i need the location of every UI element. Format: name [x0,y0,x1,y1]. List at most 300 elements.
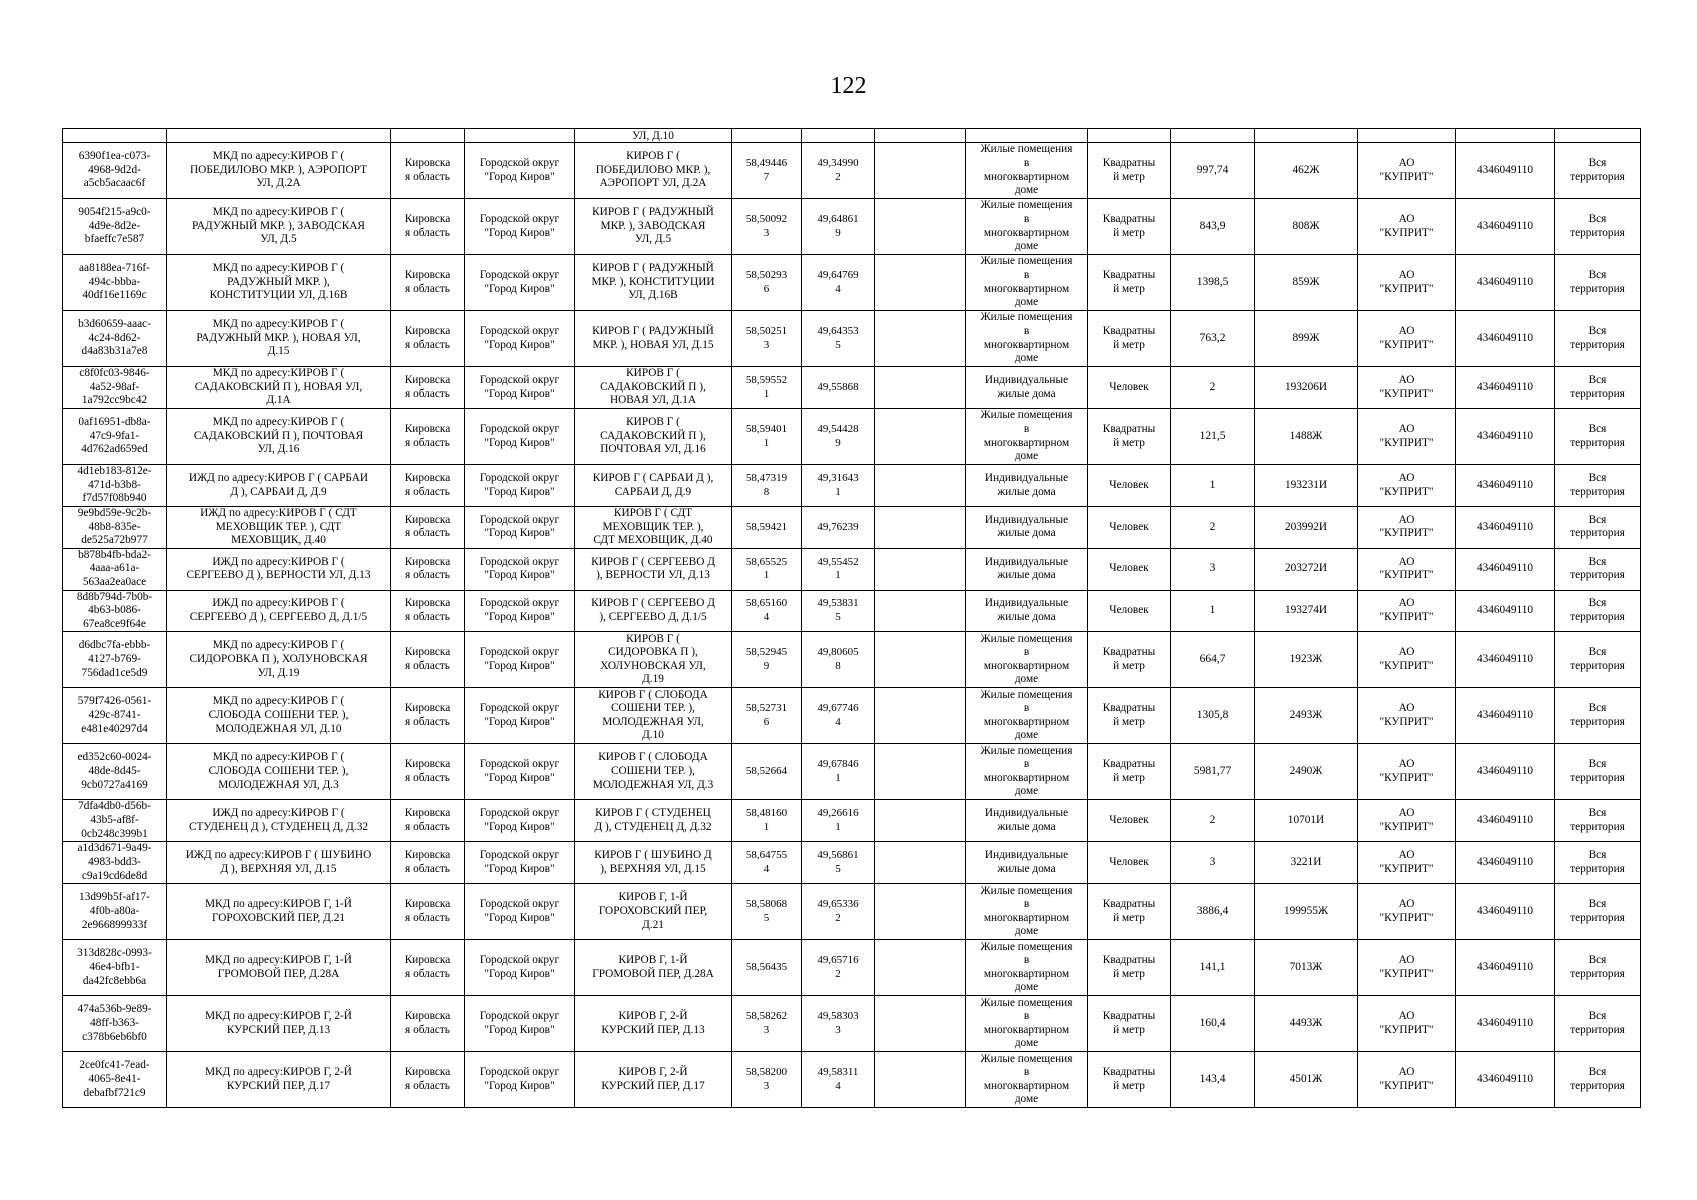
cell-extra [875,688,966,744]
cell-extra [875,1052,966,1108]
cell-latitude: 58,52664 [732,744,802,800]
cell-id: 313d828c-0993- 46e4-bfb1- da42fc8ebb6a [63,940,167,996]
table-row [63,255,1641,311]
cell-longitude: 49,34990 2 [802,143,875,199]
cell-quantity: 997,74 [1171,143,1255,199]
cell-territory: Вся территория [1555,143,1641,199]
cell-object-name: МКД по адресу:КИРОВ Г ( СЛОБОДА СОШЕНИ ТЕР. ), МОЛОДЕЖНАЯ УЛ, Д.3 [167,744,391,800]
cell-longitude: 49,55868 [802,367,875,409]
cell-address: КИРОВ Г ( СТУДЕНЕЦ Д ), СТУДЕНЕЦ Д, Д.32 [575,800,732,842]
cell-operator: АО "КУПРИТ" [1358,744,1456,800]
cell-latitude: 58,65525 1 [732,548,802,590]
cell-operator: АО "КУПРИТ" [1358,409,1456,465]
cell-id: 6390f1ea-c073- 4968-9d2d- a5cb5acaac6f [63,143,167,199]
cell-latitude [732,129,802,143]
cell-extra [875,143,966,199]
cell-latitude: 58,48160 1 [732,800,802,842]
cell-object-type: Жилые помещения в многоквартирном доме [966,255,1088,311]
cell-object-type: Индивидуальные жилые дома [966,590,1088,632]
cell-region: Кировска я область [391,143,465,199]
cell-address: КИРОВ Г ( РАДУЖНЫЙ МКР. ), НОВАЯ УЛ, Д.15 [575,311,732,367]
cell-address: КИРОВ Г ( СЕРГЕЕВО Д ), ВЕРНОСТИ УЛ, Д.13 [575,548,732,590]
cell-quantity: 1 [1171,465,1255,507]
cell-object-name [167,129,391,143]
cell-inn: 4346049110 [1456,940,1555,996]
cell-address: КИРОВ Г ( СЛОБОДА СОШЕНИ ТЕР. ), МОЛОДЕЖНАЯ УЛ, Д.10 [575,688,732,744]
cell-inn: 4346049110 [1456,367,1555,409]
cell-operator: АО "КУПРИТ" [1358,800,1456,842]
table-row [63,590,1641,632]
cell-municipality: Городской округ "Город Киров" [465,199,575,255]
table-row [63,688,1641,744]
cell-municipality: Городской округ "Город Киров" [465,688,575,744]
continuation-row [63,129,1641,143]
cell-municipality: Городской округ "Город Киров" [465,800,575,842]
table-body [63,129,1641,1108]
cell-code: 203992И [1255,507,1358,549]
cell-object-name: МКД по адресу:КИРОВ Г ( ПОБЕДИЛОВО МКР. ), АЭРОПОРТ УЛ, Д.2А [167,143,391,199]
cell-municipality: Городской округ "Город Киров" [465,507,575,549]
cell-unit: Человек [1088,590,1171,632]
cell-object-name: МКД по адресу:КИРОВ Г ( РАДУЖНЫЙ МКР. ), НОВАЯ УЛ, Д.15 [167,311,391,367]
cell-object-type: Жилые помещения в многоквартирном доме [966,409,1088,465]
cell-region: Кировска я область [391,842,465,884]
cell-longitude: 49,56861 5 [802,842,875,884]
cell-address: КИРОВ Г ( СЛОБОДА СОШЕНИ ТЕР. ), МОЛОДЕЖНАЯ УЛ, Д.3 [575,744,732,800]
cell-operator: АО "КУПРИТ" [1358,1052,1456,1108]
cell-extra [875,465,966,507]
cell-region: Кировска я область [391,688,465,744]
cell-id: 0af16951-db8a- 47c9-9fa1- 4d762ad659ed [63,409,167,465]
cell-address: КИРОВ Г ( СЕРГЕЕВО Д ), СЕРГЕЕВО Д, Д.1/5 [575,590,732,632]
cell-territory: Вся территория [1555,311,1641,367]
cell-id: c8f0fc03-9846- 4a52-98af- 1a792cc9bc42 [63,367,167,409]
cell-object-name: МКД по адресу:КИРОВ Г, 1-Й ГРОМОВОЙ ПЕР, Д.28А [167,940,391,996]
cell-code [1255,129,1358,143]
cell-region: Кировска я область [391,367,465,409]
cell-latitude: 58,50251 3 [732,311,802,367]
cell-quantity: 3886,4 [1171,884,1255,940]
cell-latitude: 58,64755 4 [732,842,802,884]
cell-municipality: Городской округ "Город Киров" [465,255,575,311]
cell-object-type: Индивидуальные жилые дома [966,367,1088,409]
cell-object-type: Индивидуальные жилые дома [966,800,1088,842]
table-row [63,842,1641,884]
cell-longitude: 49,31643 1 [802,465,875,507]
cell-operator: АО "КУПРИТ" [1358,940,1456,996]
cell-address: КИРОВ Г ( РАДУЖНЫЙ МКР. ), ЗАВОДСКАЯ УЛ, Д.5 [575,199,732,255]
cell-longitude: 49,65336 2 [802,884,875,940]
cell-operator: АО "КУПРИТ" [1358,996,1456,1052]
cell-id: 2ce0fc41-7ead- 4065-8e41- debafbf721c9 [63,1052,167,1108]
cell-municipality: Городской округ "Город Киров" [465,940,575,996]
cell-territory: Вся территория [1555,367,1641,409]
cell-object-name: МКД по адресу:КИРОВ Г, 2-Й КУРСКИЙ ПЕР, Д.13 [167,996,391,1052]
cell-longitude: 49,58311 4 [802,1052,875,1108]
cell-municipality: Городской округ "Город Киров" [465,548,575,590]
cell-address: КИРОВ Г ( САДАКОВСКИЙ П ), НОВАЯ УЛ, Д.1А [575,367,732,409]
cell-region: Кировска я область [391,199,465,255]
cell-extra [875,129,966,143]
cell-territory: Вся территория [1555,884,1641,940]
cell-territory: Вся территория [1555,940,1641,996]
cell-operator: АО "КУПРИТ" [1358,688,1456,744]
cell-id: ed352c60-0024- 48de-8d45- 9cb0727a4169 [63,744,167,800]
page-number: 122 [830,73,867,99]
cell-region: Кировска я область [391,884,465,940]
cell-object-type: Жилые помещения в многоквартирном доме [966,688,1088,744]
cell-object-name: МКД по адресу:КИРОВ Г ( РАДУЖНЫЙ МКР. ), ЗАВОДСКАЯ УЛ, Д.5 [167,199,391,255]
cell-object-type [966,129,1088,143]
cell-latitude: 58,59552 1 [732,367,802,409]
cell-territory: Вся территория [1555,842,1641,884]
cell-address: УЛ, Д.10 [575,129,732,143]
cell-longitude [802,129,875,143]
cell-address: КИРОВ Г, 1-Й ГРОМОВОЙ ПЕР, Д.28А [575,940,732,996]
cell-longitude: 49,64769 4 [802,255,875,311]
cell-quantity: 141,1 [1171,940,1255,996]
cell-latitude: 58,59421 [732,507,802,549]
cell-object-type: Жилые помещения в многоквартирном доме [966,744,1088,800]
cell-region: Кировска я область [391,744,465,800]
cell-extra [875,255,966,311]
cell-longitude: 49,58303 3 [802,996,875,1052]
cell-extra [875,632,966,688]
cell-unit: Квадратны й метр [1088,409,1171,465]
cell-object-type: Жилые помещения в многоквартирном доме [966,143,1088,199]
cell-unit: Квадратны й метр [1088,1052,1171,1108]
cell-region: Кировска я область [391,590,465,632]
cell-id: 474a536b-9e89- 48ff-b363- c378b6eb6bf0 [63,996,167,1052]
table-row [63,1052,1641,1108]
cell-unit: Человек [1088,800,1171,842]
cell-latitude: 58,52945 9 [732,632,802,688]
cell-quantity: 843,9 [1171,199,1255,255]
cell-unit: Квадратны й метр [1088,143,1171,199]
cell-municipality: Городской округ "Город Киров" [465,1052,575,1108]
cell-municipality: Городской округ "Город Киров" [465,996,575,1052]
table-row [63,409,1641,465]
cell-inn: 4346049110 [1456,311,1555,367]
cell-quantity: 3 [1171,548,1255,590]
cell-latitude: 58,47319 8 [732,465,802,507]
cell-object-type: Индивидуальные жилые дома [966,548,1088,590]
cell-inn: 4346049110 [1456,548,1555,590]
cell-extra [875,884,966,940]
cell-id: 9054f215-a9c0- 4d9e-8d2e- bfaeffc7e587 [63,199,167,255]
cell-id: 579f7426-0561- 429c-8741- e481e40297d4 [63,688,167,744]
table-row [63,199,1641,255]
cell-inn: 4346049110 [1456,744,1555,800]
cell-id: a1d3d671-9a49- 4983-bdd3- c9a19cd6de8d [63,842,167,884]
cell-object-name: ИЖД по адресу:КИРОВ Г ( СЕРГЕЕВО Д ), СЕРГЕЕВО Д, Д.1/5 [167,590,391,632]
cell-object-type: Жилые помещения в многоквартирном доме [966,884,1088,940]
cell-longitude: 49,76239 [802,507,875,549]
cell-quantity: 121,5 [1171,409,1255,465]
cell-latitude: 58,50293 6 [732,255,802,311]
cell-longitude: 49,67746 4 [802,688,875,744]
cell-object-type: Жилые помещения в многоквартирном доме [966,199,1088,255]
cell-unit: Квадратны й метр [1088,940,1171,996]
cell-inn: 4346049110 [1456,590,1555,632]
cell-latitude: 58,65160 4 [732,590,802,632]
cell-region: Кировска я область [391,465,465,507]
cell-territory: Вся территория [1555,255,1641,311]
cell-extra [875,744,966,800]
cell-operator: АО "КУПРИТ" [1358,199,1456,255]
cell-extra [875,311,966,367]
cell-quantity: 143,4 [1171,1052,1255,1108]
cell-unit: Квадратны й метр [1088,996,1171,1052]
cell-extra [875,507,966,549]
cell-code: 859Ж [1255,255,1358,311]
cell-municipality: Городской округ "Город Киров" [465,311,575,367]
cell-unit: Квадратны й метр [1088,199,1171,255]
cell-inn [1456,129,1555,143]
cell-inn: 4346049110 [1456,255,1555,311]
cell-unit: Человек [1088,367,1171,409]
cell-region: Кировска я область [391,409,465,465]
cell-object-type: Индивидуальные жилые дома [966,842,1088,884]
cell-quantity: 1398,5 [1171,255,1255,311]
cell-territory: Вся территория [1555,548,1641,590]
cell-address: КИРОВ Г, 2-Й КУРСКИЙ ПЕР, Д.17 [575,1052,732,1108]
cell-longitude: 49,26616 1 [802,800,875,842]
cell-longitude: 49,64861 9 [802,199,875,255]
cell-longitude: 49,55452 1 [802,548,875,590]
cell-object-type: Индивидуальные жилые дома [966,507,1088,549]
cell-longitude: 49,64353 5 [802,311,875,367]
cell-object-name: МКД по адресу:КИРОВ Г ( СЛОБОДА СОШЕНИ ТЕР. ), МОЛОДЕЖНАЯ УЛ, Д.10 [167,688,391,744]
cell-address: КИРОВ Г ( ШУБИНО Д ), ВЕРХНЯЯ УЛ, Д.15 [575,842,732,884]
cell-region: Кировска я область [391,255,465,311]
cell-code: 199955Ж [1255,884,1358,940]
cell-code: 193231И [1255,465,1358,507]
cell-object-name: ИЖД по адресу:КИРОВ Г ( ШУБИНО Д ), ВЕРХНЯЯ УЛ, Д.15 [167,842,391,884]
cell-latitude: 58,59401 1 [732,409,802,465]
cell-unit: Квадратны й метр [1088,688,1171,744]
cell-territory: Вся территория [1555,409,1641,465]
cell-object-type: Жилые помещения в многоквартирном доме [966,940,1088,996]
cell-unit: Человек [1088,465,1171,507]
cell-region: Кировска я область [391,1052,465,1108]
cell-unit [1088,129,1171,143]
cell-region: Кировска я область [391,311,465,367]
cell-operator: АО "КУПРИТ" [1358,507,1456,549]
cell-object-name: МКД по адресу:КИРОВ Г, 2-Й КУРСКИЙ ПЕР, Д.17 [167,1052,391,1108]
cell-operator: АО "КУПРИТ" [1358,884,1456,940]
cell-object-name: ИЖД по адресу:КИРОВ Г ( СТУДЕНЕЦ Д ), СТУДЕНЕЦ Д, Д.32 [167,800,391,842]
cell-extra [875,548,966,590]
cell-municipality: Городской округ "Город Киров" [465,884,575,940]
cell-longitude: 49,80605 8 [802,632,875,688]
cell-object-type: Жилые помещения в многоквартирном доме [966,1052,1088,1108]
cell-region: Кировска я область [391,632,465,688]
cell-latitude: 58,56435 [732,940,802,996]
cell-inn: 4346049110 [1456,996,1555,1052]
cell-object-name: МКД по адресу:КИРОВ Г ( РАДУЖНЫЙ МКР. ), КОНСТИТУЦИИ УЛ, Д.16В [167,255,391,311]
table-row [63,311,1641,367]
cell-code: 193206И [1255,367,1358,409]
cell-code: 3221И [1255,842,1358,884]
cell-municipality: Городской округ "Город Киров" [465,632,575,688]
cell-id: 4d1eb183-812e- 471d-b3b8- f7d57f08b940 [63,465,167,507]
table-row [63,548,1641,590]
cell-object-name: ИЖД по адресу:КИРОВ Г ( САРБАИ Д ), САРБАИ Д, Д.9 [167,465,391,507]
cell-address: КИРОВ Г, 2-Й КУРСКИЙ ПЕР, Д.13 [575,996,732,1052]
cell-object-name: МКД по адресу:КИРОВ Г ( СИДОРОВКА П ), ХОЛУНОВСКАЯ УЛ, Д.19 [167,632,391,688]
cell-region: Кировска я область [391,800,465,842]
cell-quantity: 3 [1171,842,1255,884]
cell-extra [875,996,966,1052]
cell-operator: АО "КУПРИТ" [1358,465,1456,507]
cell-address: КИРОВ Г ( СДТ МЕХОВЩИК ТЕР. ), СДТ МЕХОВЩИК, Д.40 [575,507,732,549]
cell-region: Кировска я область [391,507,465,549]
cell-latitude: 58,52731 6 [732,688,802,744]
cell-quantity [1171,129,1255,143]
cell-unit: Человек [1088,548,1171,590]
cell-operator: АО "КУПРИТ" [1358,143,1456,199]
table-row [63,507,1641,549]
cell-unit: Квадратны й метр [1088,311,1171,367]
cell-extra [875,367,966,409]
cell-id: b878b4fb-bda2- 4aaa-a61a- 563aa2ea0ace [63,548,167,590]
cell-latitude: 58,58200 3 [732,1052,802,1108]
cell-quantity: 2 [1171,367,1255,409]
cell-id: 8d8b794d-7b0b- 4b63-b086- 67ea8ce9f64e [63,590,167,632]
cell-operator: АО "КУПРИТ" [1358,367,1456,409]
cell-id: b3d60659-aaac- 4c24-8d62- d4a83b31a7e8 [63,311,167,367]
cell-region: Кировска я область [391,996,465,1052]
cell-id: aa8188ea-716f- 494c-bbba- 40df16e1169c [63,255,167,311]
cell-code: 10701И [1255,800,1358,842]
cell-operator: АО "КУПРИТ" [1358,255,1456,311]
table-row [63,465,1641,507]
cell-inn: 4346049110 [1456,884,1555,940]
cell-extra [875,842,966,884]
cell-object-name: МКД по адресу:КИРОВ Г, 1-Й ГОРОХОВСКИЙ ПЕР, Д.21 [167,884,391,940]
cell-code: 462Ж [1255,143,1358,199]
cell-inn: 4346049110 [1456,409,1555,465]
cell-code: 193274И [1255,590,1358,632]
cell-inn: 4346049110 [1456,632,1555,688]
cell-municipality: Городской округ "Город Киров" [465,465,575,507]
cell-id [63,129,167,143]
cell-operator: АО "КУПРИТ" [1358,311,1456,367]
cell-longitude: 49,67846 1 [802,744,875,800]
cell-object-name: МКД по адресу:КИРОВ Г ( САДАКОВСКИЙ П ), ПОЧТОВАЯ УЛ, Д.16 [167,409,391,465]
cell-object-name: ИЖД по адресу:КИРОВ Г ( СЕРГЕЕВО Д ), ВЕРНОСТИ УЛ, Д.13 [167,548,391,590]
cell-unit: Человек [1088,507,1171,549]
cell-latitude: 58,58068 5 [732,884,802,940]
cell-municipality [465,129,575,143]
cell-code: 2493Ж [1255,688,1358,744]
cell-id: 13d99b5f-af17- 4f0b-a80a- 2e966899933f [63,884,167,940]
cell-territory: Вся территория [1555,590,1641,632]
table-row [63,367,1641,409]
cell-code: 7013Ж [1255,940,1358,996]
cell-extra [875,800,966,842]
cell-inn: 4346049110 [1456,1052,1555,1108]
cell-quantity: 763,2 [1171,311,1255,367]
cell-id: 9e9bd59e-9c2b- 48b8-835e- de525a72b977 [63,507,167,549]
cell-address: КИРОВ Г ( РАДУЖНЫЙ МКР. ), КОНСТИТУЦИИ УЛ, Д.16В [575,255,732,311]
cell-territory: Вся территория [1555,507,1641,549]
cell-inn: 4346049110 [1456,199,1555,255]
cell-territory: Вся территория [1555,744,1641,800]
registry-table [62,128,1641,1108]
cell-municipality: Городской округ "Город Киров" [465,367,575,409]
cell-unit: Человек [1088,842,1171,884]
cell-inn: 4346049110 [1456,842,1555,884]
cell-code: 1923Ж [1255,632,1358,688]
cell-quantity: 2 [1171,800,1255,842]
cell-latitude: 58,49446 7 [732,143,802,199]
cell-object-type: Индивидуальные жилые дома [966,465,1088,507]
cell-object-name: МКД по адресу:КИРОВ Г ( САДАКОВСКИЙ П ), НОВАЯ УЛ, Д.1А [167,367,391,409]
table-row [63,940,1641,996]
cell-code: 4493Ж [1255,996,1358,1052]
cell-address: КИРОВ Г, 1-Й ГОРОХОВСКИЙ ПЕР, Д.21 [575,884,732,940]
cell-quantity: 160,4 [1171,996,1255,1052]
cell-region: Кировска я область [391,940,465,996]
cell-unit: Квадратны й метр [1088,744,1171,800]
cell-object-type: Жилые помещения в многоквартирном доме [966,632,1088,688]
cell-territory: Вся территория [1555,688,1641,744]
cell-municipality: Городской округ "Город Киров" [465,590,575,632]
table-row [63,744,1641,800]
cell-inn: 4346049110 [1456,465,1555,507]
cell-address: КИРОВ Г ( СИДОРОВКА П ), ХОЛУНОВСКАЯ УЛ, Д.19 [575,632,732,688]
cell-municipality: Городской округ "Город Киров" [465,744,575,800]
cell-id: 7dfa4db0-d56b- 43b5-af8f- 0cb248c399b1 [63,800,167,842]
cell-municipality: Городской округ "Город Киров" [465,143,575,199]
cell-code: 808Ж [1255,199,1358,255]
cell-object-type: Жилые помещения в многоквартирном доме [966,311,1088,367]
cell-extra [875,590,966,632]
cell-code: 4501Ж [1255,1052,1358,1108]
cell-operator: АО "КУПРИТ" [1358,590,1456,632]
table-row [63,143,1641,199]
cell-longitude: 49,54428 9 [802,409,875,465]
cell-longitude: 49,53831 5 [802,590,875,632]
cell-quantity: 5981,77 [1171,744,1255,800]
cell-longitude: 49,65716 2 [802,940,875,996]
cell-municipality: Городской округ "Город Киров" [465,842,575,884]
cell-quantity: 1 [1171,590,1255,632]
cell-address: КИРОВ Г ( САРБАИ Д ), САРБАИ Д, Д.9 [575,465,732,507]
cell-object-type: Жилые помещения в многоквартирном доме [966,996,1088,1052]
cell-code: 899Ж [1255,311,1358,367]
cell-operator: АО "КУПРИТ" [1358,548,1456,590]
cell-territory: Вся территория [1555,632,1641,688]
cell-operator [1358,129,1456,143]
table-row [63,884,1641,940]
cell-extra [875,199,966,255]
cell-territory: Вся территория [1555,465,1641,507]
cell-inn: 4346049110 [1456,143,1555,199]
cell-unit: Квадратны й метр [1088,632,1171,688]
cell-operator: АО "КУПРИТ" [1358,842,1456,884]
cell-region: Кировска я область [391,548,465,590]
cell-operator: АО "КУПРИТ" [1358,632,1456,688]
cell-id: d6dbc7fa-ebbb- 4127-b769- 756dad1ce5d9 [63,632,167,688]
cell-code: 203272И [1255,548,1358,590]
cell-inn: 4346049110 [1456,800,1555,842]
cell-address: КИРОВ Г ( ПОБЕДИЛОВО МКР. ), АЭРОПОРТ УЛ, Д.2А [575,143,732,199]
cell-unit: Квадратны й метр [1088,255,1171,311]
cell-latitude: 58,50092 3 [732,199,802,255]
